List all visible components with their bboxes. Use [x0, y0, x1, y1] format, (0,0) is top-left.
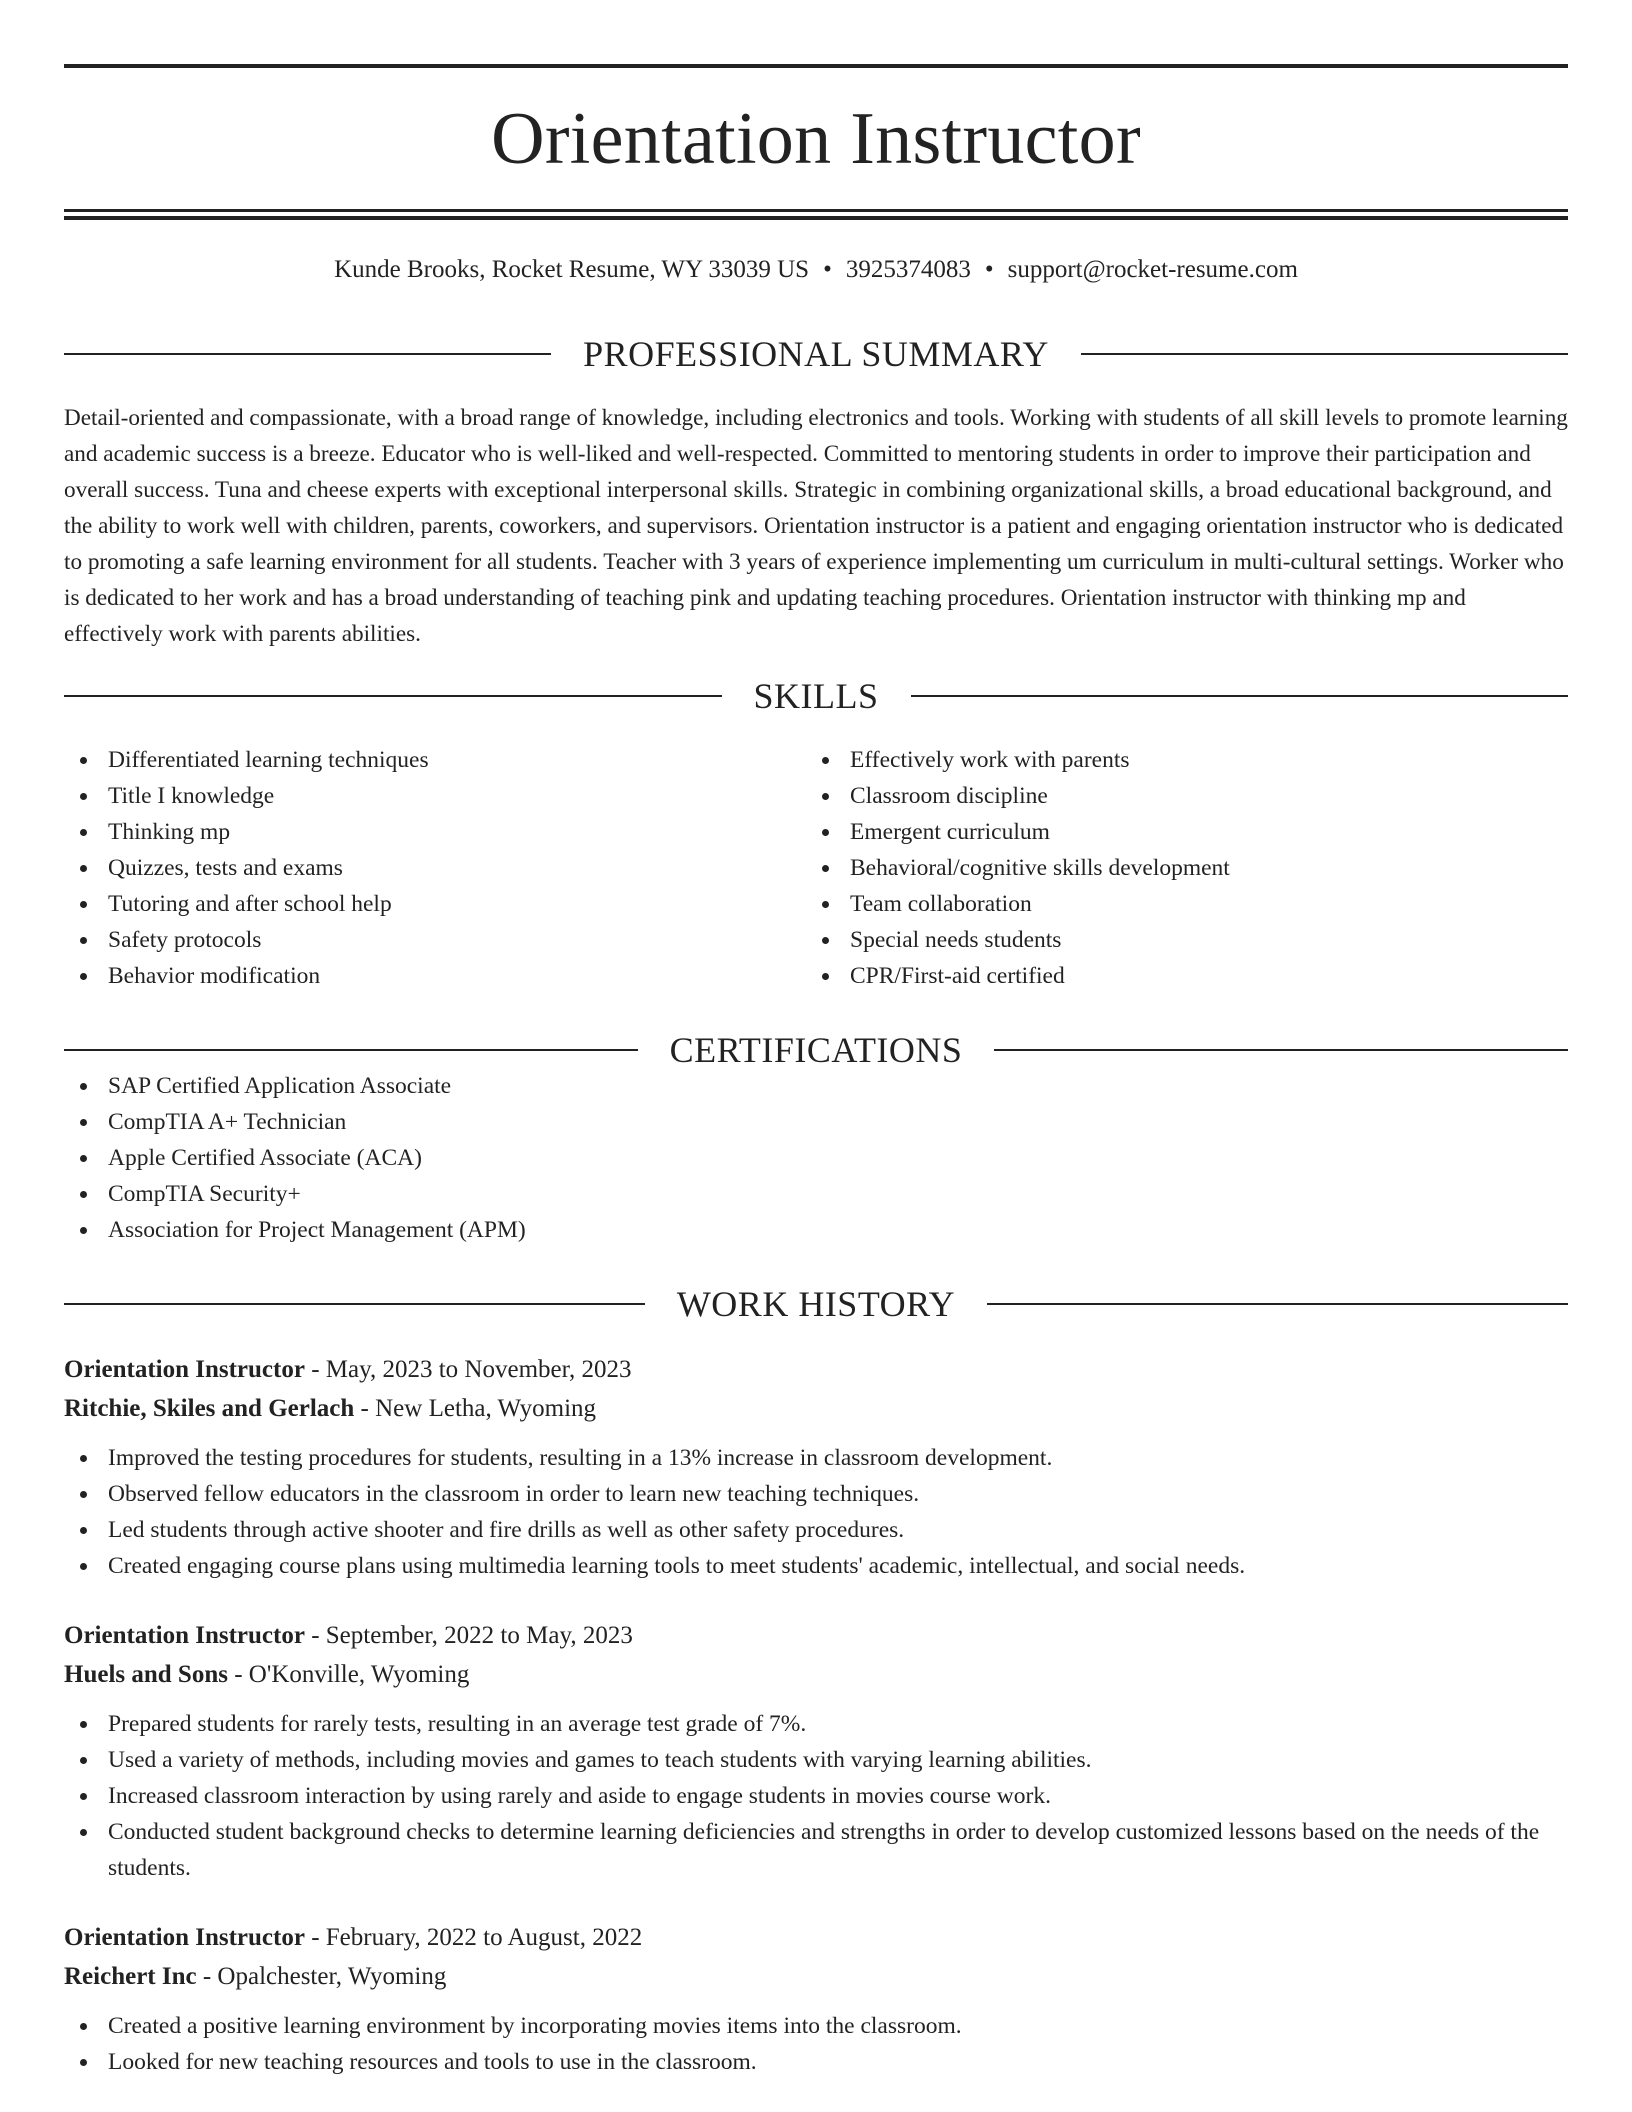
- skill-item: Thinking mp: [64, 814, 806, 850]
- certification-item: CompTIA Security+: [64, 1176, 1568, 1212]
- job-company: Huels and Sons: [64, 1661, 228, 1688]
- job-duty-item: Prepared students for rarely tests, resulting in an average test grade of 7%.: [64, 1706, 1568, 1742]
- job-company-line: [64, 1957, 1568, 1996]
- job-duty-item: Improved the testing procedures for students, resulting in a 13% increase in classroom development.: [64, 1440, 1568, 1476]
- work-history-heading-label: WORK HISTORY: [676, 1284, 956, 1324]
- job-title-line: [64, 1918, 1568, 1957]
- job-title-line: [64, 1616, 1568, 1655]
- job-dates: - February, 2022 to August, 2022: [304, 1924, 643, 1951]
- skills-column-left: [64, 742, 806, 994]
- job-title: Orientation Instructor: [64, 1622, 305, 1649]
- job-duty-item: Conducted student background checks to determine learning deficiencies and strengths in order to develop customized lessons based on the needs of the students.: [64, 1814, 1568, 1886]
- contact-address: Kunde Brooks, Rocket Resume, WY 33039 US: [334, 256, 810, 283]
- job-duties-list: [64, 1440, 1568, 1584]
- skill-item: Title I knowledge: [64, 778, 806, 814]
- skills-list-right: [806, 742, 1548, 994]
- certifications-list: [64, 1068, 1568, 1248]
- certifications-heading: [64, 1032, 1568, 1068]
- job-duty-item: Increased classroom interaction by using rarely and aside to engage students in movies course work.: [64, 1778, 1568, 1814]
- skills-heading-label: SKILLS: [753, 676, 879, 716]
- heading-rule-left: [64, 695, 722, 697]
- heading-rule-left: [64, 1303, 645, 1305]
- job-location: - O'Konville, Wyoming: [227, 1661, 470, 1688]
- heading-rule-right: [911, 695, 1569, 697]
- skills-column-right: [806, 742, 1548, 994]
- resume-page: [64, 0, 1568, 2080]
- job-title-line: [64, 1350, 1568, 1389]
- job-duty-item: Used a variety of methods, including movies and games to teach students with varying learning abilities.: [64, 1742, 1568, 1778]
- skill-item: Emergent curriculum: [806, 814, 1548, 850]
- certification-item: Association for Project Management (APM): [64, 1212, 1568, 1248]
- certifications-heading-label: CERTIFICATIONS: [669, 1030, 963, 1070]
- job-duty-item: Led students through active shooter and fire drills as well as other safety procedures.: [64, 1512, 1568, 1548]
- title-block: [64, 0, 1568, 220]
- certification-item: Apple Certified Associate (ACA): [64, 1140, 1568, 1176]
- job-company: Ritchie, Skiles and Gerlach: [64, 1395, 355, 1422]
- heading-rule-right: [987, 1303, 1568, 1305]
- skill-item: Special needs students: [806, 922, 1548, 958]
- skill-item: CPR/First-aid certified: [806, 958, 1548, 994]
- job-company: Reichert Inc: [64, 1963, 197, 1990]
- job-title: Orientation Instructor: [64, 1356, 305, 1383]
- work-history-list: [64, 1350, 1568, 2080]
- job-dates: - September, 2022 to May, 2023: [304, 1622, 633, 1649]
- contact-line: [64, 257, 1568, 282]
- summary-text: Detail-oriented and compassionate, with a broad range of knowledge, including electronics and tools. Working with students of all skill levels to promote learning and academic success is a breeze. Educator who is well-liked and well-respected. Committed to mentoring students in order to improve their participation and overall success. Tuna and cheese experts with exceptional interpersonal skills. Strategic in combining organizational skills, a broad educational background, and the ability to work well with children, parents, coworkers, and supervisors. Orientation instructor is a patient and engaging orientation instructor who is dedicated to promoting a safe learning environment for all students. Teacher with 3 years of experience implementing um curriculum in multi-cultural settings. Worker who is dedicated to her work and has a broad understanding of teaching pink and updating teaching procedures. Orientation instructor with thinking mp and effectively work with parents abilities.: [64, 405, 1568, 647]
- contact-separator: •: [823, 256, 832, 283]
- job-entry: [64, 1918, 1568, 2080]
- skill-item: Safety protocols: [64, 922, 806, 958]
- skills-grid: [64, 742, 1568, 994]
- skill-item: Quizzes, tests and exams: [64, 850, 806, 886]
- contact-email: support@rocket-resume.com: [1007, 256, 1298, 283]
- job-duty-item: Created engaging course plans using multimedia learning tools to meet students' academic, intellectual, and social needs.: [64, 1548, 1568, 1584]
- heading-rule-right: [1081, 353, 1568, 355]
- job-duty-item: Looked for new teaching resources and tools to use in the classroom.: [64, 2044, 1568, 2080]
- skills-heading: [64, 678, 1568, 714]
- job-entry: [64, 1616, 1568, 1886]
- job-dates: - May, 2023 to November, 2023: [304, 1356, 632, 1383]
- heading-rule-left: [64, 353, 551, 355]
- skill-item: Effectively work with parents: [806, 742, 1548, 778]
- work-history-heading: [64, 1286, 1568, 1322]
- skill-item: Tutoring and after school help: [64, 886, 806, 922]
- job-location: - Opalchester, Wyoming: [196, 1963, 447, 1990]
- job-duty-item: Observed fellow educators in the classroom in order to learn new teaching techniques.: [64, 1476, 1568, 1512]
- heading-rule-left: [64, 1049, 638, 1051]
- skills-list-left: [64, 742, 806, 994]
- skill-item: Classroom discipline: [806, 778, 1548, 814]
- job-entry: [64, 1350, 1568, 1584]
- title-double-rule: [64, 209, 1568, 220]
- certification-item: SAP Certified Application Associate: [64, 1068, 1568, 1104]
- summary-heading: [64, 336, 1568, 372]
- job-duties-list: [64, 2008, 1568, 2080]
- job-location: - New Letha, Wyoming: [354, 1395, 597, 1422]
- contact-phone: 3925374083: [845, 256, 971, 283]
- job-company-line: [64, 1655, 1568, 1694]
- resume-title: Orientation Instructor: [491, 98, 1141, 180]
- heading-rule-right: [994, 1049, 1568, 1051]
- job-duty-item: Created a positive learning environment by incorporating movies items into the classroom.: [64, 2008, 1568, 2044]
- top-rule: [64, 64, 1568, 68]
- job-title: Orientation Instructor: [64, 1924, 305, 1951]
- certification-item: CompTIA A+ Technician: [64, 1104, 1568, 1140]
- summary-heading-label: PROFESSIONAL SUMMARY: [583, 334, 1049, 374]
- skill-item: Behavioral/cognitive skills development: [806, 850, 1548, 886]
- skill-item: Differentiated learning techniques: [64, 742, 806, 778]
- job-duties-list: [64, 1706, 1568, 1886]
- skill-item: Team collaboration: [806, 886, 1548, 922]
- job-company-line: [64, 1389, 1568, 1428]
- contact-separator: •: [984, 256, 994, 283]
- skill-item: Behavior modification: [64, 958, 806, 994]
